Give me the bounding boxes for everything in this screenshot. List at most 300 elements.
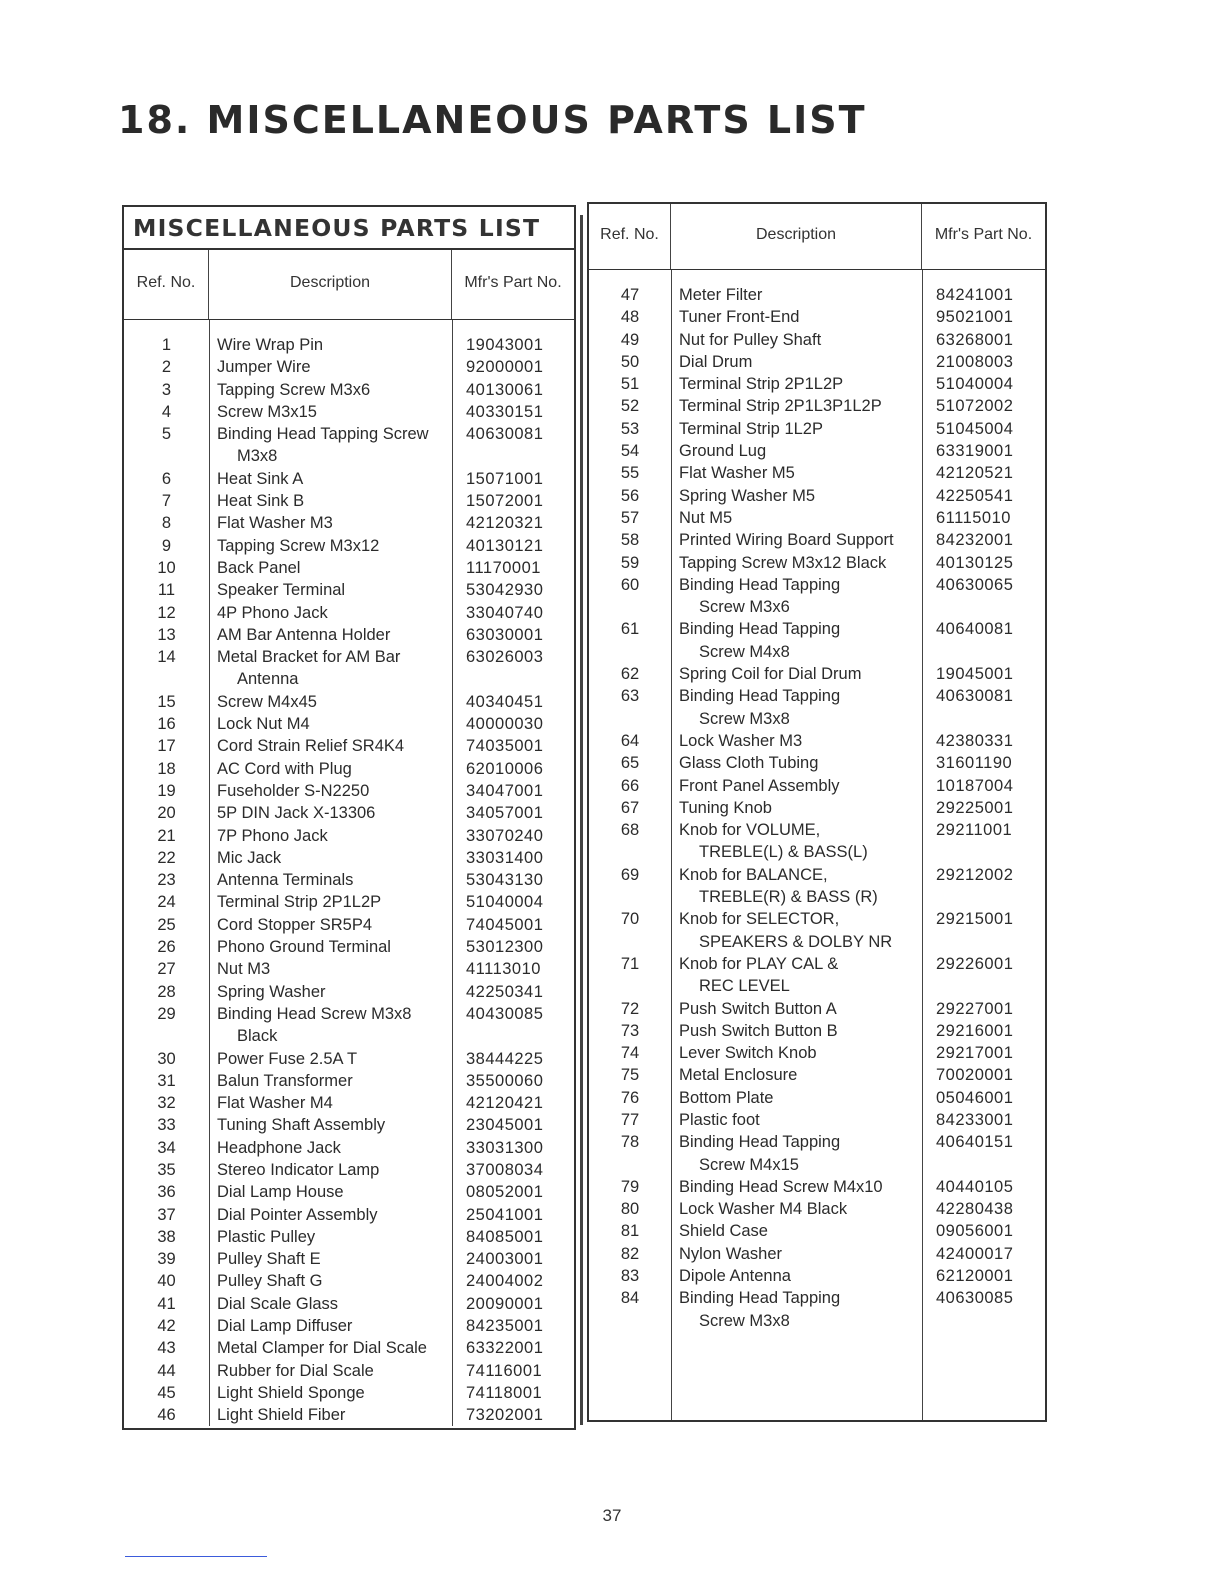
part-description: [671, 329, 922, 351]
ref-number: 77: [620, 1110, 640, 1129]
part-description: [209, 825, 452, 847]
parts-table-left: [122, 205, 576, 1430]
part-number: 95021001: [936, 308, 1014, 327]
part-description: [209, 914, 452, 936]
ref-number: 15: [157, 692, 176, 711]
part-number: 29226001: [936, 954, 1014, 973]
part-description: [209, 713, 452, 735]
ref-number: 8: [161, 514, 172, 533]
part-number: 41113010: [466, 960, 541, 979]
table-row: [124, 847, 574, 869]
description-continuation: Screw M3x6: [699, 598, 790, 617]
ref-number: 51: [620, 375, 640, 394]
part-description: [671, 819, 922, 864]
description-line: Dial Pointer Assembly: [217, 1205, 378, 1224]
table-row: [124, 1337, 574, 1359]
table-row: [589, 574, 1045, 619]
part-number: 74118001: [466, 1383, 543, 1402]
table-row: [589, 864, 1045, 909]
description-line: Pulley Shaft E: [217, 1250, 321, 1269]
part-description: [209, 1137, 452, 1159]
ref-number: 52: [620, 397, 640, 416]
ref-number: 27: [157, 960, 176, 979]
part-description: [209, 1204, 452, 1226]
description-line: Heat Sink A: [217, 469, 304, 488]
ref-number: 50: [620, 352, 640, 371]
description-line: Tuner Front-End: [679, 308, 800, 327]
ref-number: 66: [620, 776, 640, 795]
description-continuation: SPEAKERS & DOLBY NR: [699, 932, 893, 951]
table-row: [124, 401, 574, 423]
ref-number: 58: [620, 531, 640, 550]
part-number: 09056001: [936, 1222, 1014, 1241]
part-number: 15072001: [466, 492, 544, 511]
description-line: Tuning Knob: [679, 798, 772, 817]
ref-number: 37: [157, 1205, 176, 1224]
description-line: Nut for Pulley Shaft: [679, 330, 822, 349]
description-line: Dipole Antenna: [679, 1267, 791, 1286]
ref-number: 62: [620, 665, 640, 684]
description-line: Tuning Shaft Assembly: [217, 1116, 386, 1135]
table-row: [124, 1070, 574, 1092]
description-line: Binding Head Screw M3x8: [217, 1004, 412, 1023]
part-number: 15071001: [466, 469, 544, 488]
ref-number: 10: [157, 558, 176, 577]
part-number: 33031300: [466, 1138, 544, 1157]
description-continuation: TREBLE(R) & BASS (R): [699, 888, 878, 907]
part-description: [671, 395, 922, 417]
part-description: [209, 735, 452, 757]
part-number: 33031400: [466, 848, 544, 867]
part-description: [209, 1248, 452, 1270]
ref-number: 71: [620, 954, 640, 973]
ref-number: 2: [161, 358, 172, 377]
ref-number: 61: [620, 620, 640, 639]
table-row: [124, 1092, 574, 1114]
part-description: [671, 574, 922, 619]
description-line: Jumper Wire: [217, 358, 311, 377]
rows-right: [589, 284, 1045, 1332]
part-number: 53043130: [466, 871, 544, 890]
header-part-no: Mfr's Part No.: [464, 274, 562, 291]
part-number: 34047001: [466, 781, 544, 800]
part-number: 31601190: [936, 754, 1013, 773]
description-line: Binding Head Tapping: [679, 575, 841, 594]
part-description: [209, 490, 452, 512]
part-description: [209, 1114, 452, 1136]
table-row: [124, 535, 574, 557]
description-line: Spring Washer M5: [679, 486, 816, 505]
part-number: 40000030: [466, 715, 544, 734]
table-row: [589, 529, 1045, 551]
table-row: [124, 713, 574, 735]
table-row: [589, 1064, 1045, 1086]
description-line: 7P Phono Jack: [217, 826, 328, 845]
part-number: 42250541: [936, 486, 1014, 505]
table-row: [124, 356, 574, 378]
part-number: 42380331: [936, 731, 1014, 750]
table-row: [124, 512, 574, 534]
part-description: [209, 1092, 452, 1114]
description-line: Light Shield Fiber: [217, 1406, 346, 1425]
part-number: 05046001: [936, 1088, 1014, 1107]
part-number: 35500060: [466, 1071, 544, 1090]
table-row: [124, 1114, 574, 1136]
part-description: [209, 579, 452, 601]
description-line: AM Bar Antenna Holder: [217, 625, 391, 644]
ref-number: 73: [620, 1021, 640, 1040]
part-number: 84233001: [936, 1110, 1014, 1129]
table-row: [589, 663, 1045, 685]
table-row: [124, 1270, 574, 1292]
ref-number: 39: [157, 1250, 176, 1269]
part-description: [209, 802, 452, 824]
description-line: Dial Lamp Diffuser: [217, 1317, 353, 1336]
part-description: [209, 1070, 452, 1092]
part-number: 74035001: [466, 737, 544, 756]
description-line: Tapping Screw M3x12: [217, 536, 380, 555]
part-description: [671, 306, 922, 328]
ref-number: 21: [157, 826, 176, 845]
description-line: Cord Stopper SR5P4: [217, 915, 373, 934]
part-description: [209, 869, 452, 891]
part-description: [671, 440, 922, 462]
part-description: [209, 1315, 452, 1337]
description-line: Mic Jack: [217, 848, 282, 867]
part-number: 42120321: [466, 514, 544, 533]
part-description: [671, 1042, 922, 1064]
ref-number: 63: [620, 687, 640, 706]
description-line: 4P Phono Jack: [217, 603, 328, 622]
part-description: [671, 685, 922, 730]
description-line: Binding Head Tapping: [679, 1133, 841, 1152]
column-header-row: [124, 250, 574, 320]
ref-number: 79: [620, 1177, 640, 1196]
ref-number: 48: [620, 308, 640, 327]
table-body: [124, 320, 574, 1426]
table-body: [589, 270, 1045, 1420]
ref-number: 40: [157, 1272, 176, 1291]
part-number: 25041001: [466, 1205, 544, 1224]
description-line: Spring Coil for Dial Drum: [679, 665, 862, 684]
table-row: [589, 618, 1045, 663]
description-continuation: Screw M4x15: [699, 1155, 799, 1174]
part-number: 29225001: [936, 798, 1014, 817]
ref-number: 42: [157, 1317, 176, 1336]
part-number: 19043001: [466, 336, 544, 354]
table-row: [124, 1360, 574, 1382]
part-number: 33040740: [466, 603, 544, 622]
part-description: [671, 1064, 922, 1086]
description-line: Meter Filter: [679, 286, 763, 304]
table-row: [124, 1204, 574, 1226]
description-continuation: Screw M4x8: [699, 642, 790, 661]
part-description: [209, 936, 452, 958]
table-row: [124, 1382, 574, 1404]
table-row: [124, 1181, 574, 1203]
part-number: 11170001: [466, 558, 541, 577]
ref-number: 18: [157, 759, 176, 778]
description-continuation: M3x8: [237, 447, 278, 466]
ref-number: 70: [620, 910, 640, 929]
part-description: [209, 379, 452, 401]
description-line: Wire Wrap Pin: [217, 336, 324, 354]
part-number: 51072002: [936, 397, 1014, 416]
part-description: [209, 356, 452, 378]
ref-number: 11: [157, 581, 176, 600]
part-number: 29227001: [936, 999, 1014, 1018]
part-description: [671, 1243, 922, 1265]
description-line: Headphone Jack: [217, 1138, 341, 1157]
parts-table-right: [587, 202, 1047, 1422]
ref-number: 75: [620, 1066, 640, 1085]
description-line: Dial Drum: [679, 352, 753, 371]
part-description: [209, 1159, 452, 1181]
ref-number: 43: [157, 1339, 176, 1358]
table-row: [589, 1220, 1045, 1242]
part-description: [671, 1265, 922, 1287]
part-number: 42250341: [466, 982, 544, 1001]
ref-number: 72: [620, 999, 640, 1018]
description-line: Glass Cloth Tubing: [679, 754, 819, 773]
part-description: [671, 351, 922, 373]
ref-number: 20: [157, 804, 176, 823]
part-number: 10187004: [936, 776, 1014, 795]
part-description: [209, 958, 452, 980]
part-description: [671, 373, 922, 395]
part-description: [671, 529, 922, 551]
ref-number: 53: [620, 419, 640, 438]
description-line: Knob for PLAY CAL &: [679, 954, 839, 973]
description-line: 5P DIN Jack X-13306: [217, 804, 376, 823]
description-line: Flat Washer M5: [679, 464, 795, 483]
description-line: Push Switch Button A: [679, 999, 837, 1018]
description-line: Lock Washer M4 Black: [679, 1200, 848, 1219]
part-description: [209, 1360, 452, 1382]
description-line: Screw M4x45: [217, 692, 317, 711]
part-number: 38444225: [466, 1049, 544, 1068]
description-line: Terminal Strip 2P1L3P1L2P: [679, 397, 882, 416]
table-row: [124, 735, 574, 757]
ref-number: 68: [620, 821, 640, 840]
description-line: Spring Washer: [217, 982, 326, 1001]
part-description: [209, 401, 452, 423]
part-number: 40440105: [936, 1177, 1014, 1196]
part-description: [671, 618, 922, 663]
ref-number: 67: [620, 798, 640, 817]
ref-number: 33: [157, 1116, 176, 1135]
part-number: 24003001: [466, 1250, 544, 1269]
table-row: [124, 802, 574, 824]
header-ref-no: Ref. No.: [589, 204, 671, 269]
part-number: 08052001: [466, 1183, 544, 1202]
description-continuation: TREBLE(L) & BASS(L): [699, 843, 868, 862]
part-description: [209, 691, 452, 713]
description-continuation: Black: [237, 1027, 278, 1046]
part-number: 29215001: [936, 910, 1014, 929]
part-description: [671, 1087, 922, 1109]
table-row: [589, 306, 1045, 328]
description-line: Metal Bracket for AM Bar: [217, 648, 401, 667]
table-row: [124, 1248, 574, 1270]
part-number: 84235001: [466, 1317, 544, 1336]
description-line: Nut M5: [679, 508, 733, 527]
description-line: Binding Head Tapping Screw: [217, 425, 429, 444]
description-line: Cord Strain Relief SR4K4: [217, 737, 405, 756]
part-description: [671, 797, 922, 819]
part-number: 42120421: [466, 1094, 544, 1113]
table-row: [589, 1176, 1045, 1198]
part-number: 74045001: [466, 915, 544, 934]
part-description: [209, 1226, 452, 1248]
part-number: 23045001: [466, 1116, 544, 1135]
part-number: 34057001: [466, 804, 544, 823]
part-description: [209, 624, 452, 646]
table-row: [124, 869, 574, 891]
part-number: 40630081: [936, 687, 1014, 706]
table-row: [124, 1003, 574, 1048]
description-line: Plastic foot: [679, 1110, 760, 1129]
part-description: [209, 891, 452, 913]
part-number: 92000001: [466, 358, 544, 377]
table-row: [589, 418, 1045, 440]
ref-number: 24: [157, 893, 176, 912]
description-line: Binding Head Screw M4x10: [679, 1177, 883, 1196]
table-row: [124, 646, 574, 691]
description-line: Metal Clamper for Dial Scale: [217, 1339, 427, 1358]
ref-number: 32: [157, 1094, 176, 1113]
table-row: [124, 579, 574, 601]
ref-number: 54: [620, 442, 640, 461]
table-row: [124, 914, 574, 936]
part-number: 40640151: [936, 1133, 1014, 1152]
table-row: [589, 908, 1045, 953]
part-number: 29216001: [936, 1021, 1014, 1040]
table-row: [124, 602, 574, 624]
part-number: 73202001: [466, 1406, 544, 1425]
part-description: [671, 1020, 922, 1042]
ref-number: 29: [157, 1004, 176, 1023]
ref-number: 69: [620, 865, 640, 884]
part-description: [209, 468, 452, 490]
table-row: [124, 958, 574, 980]
table-row: [589, 819, 1045, 864]
ref-number: 82: [620, 1244, 640, 1263]
part-number: 42120521: [936, 464, 1014, 483]
part-description: [209, 423, 452, 468]
part-description: [209, 646, 452, 691]
part-number: 63319001: [936, 442, 1014, 461]
description-line: Printed Wiring Board Support: [679, 531, 894, 550]
ref-number: 80: [620, 1200, 640, 1219]
part-number: 20090001: [466, 1294, 544, 1313]
part-description: [209, 602, 452, 624]
table-row: [124, 1404, 574, 1426]
table-row: [589, 1042, 1045, 1064]
ref-number: 45: [157, 1383, 176, 1402]
part-description: [671, 462, 922, 484]
table-row: [124, 334, 574, 356]
column-header-row: [589, 204, 1045, 270]
description-line: Lever Switch Knob: [679, 1044, 817, 1063]
table-row: [589, 1243, 1045, 1265]
part-number: 51040004: [466, 893, 544, 912]
table-row: [124, 691, 574, 713]
part-description: [671, 998, 922, 1020]
part-description: [209, 981, 452, 1003]
part-description: [209, 847, 452, 869]
table-row: [589, 1287, 1045, 1332]
description-line: Lock Washer M3: [679, 731, 803, 750]
ref-number: 6: [161, 469, 172, 488]
table-row: [589, 284, 1045, 306]
part-description: [671, 507, 922, 529]
part-number: 29212002: [936, 865, 1014, 884]
table-row: [124, 825, 574, 847]
table-row: [589, 552, 1045, 574]
ref-number: 28: [157, 982, 176, 1001]
table-row: [589, 797, 1045, 819]
ref-number: 83: [620, 1267, 640, 1286]
part-number: 40130125: [936, 553, 1014, 572]
ref-number: 59: [620, 553, 640, 572]
header-part-no: Mfr's Part No.: [934, 226, 1033, 243]
description-line: Shield Case: [679, 1222, 768, 1241]
part-description: [671, 730, 922, 752]
description-line: Phono Ground Terminal: [217, 938, 391, 957]
description-line: Knob for SELECTOR,: [679, 910, 840, 929]
ref-number: 46: [157, 1406, 176, 1425]
table-title: MISCELLANEOUS PARTS LIST: [124, 207, 574, 250]
part-description: [671, 908, 922, 953]
ref-number: 41: [157, 1294, 176, 1313]
part-description: [671, 775, 922, 797]
description-line: Ground Lug: [679, 442, 767, 461]
description-continuation: Antenna: [237, 670, 299, 689]
part-number: 42280438: [936, 1200, 1014, 1219]
page-number: 37: [602, 1506, 622, 1525]
part-number: 40340451: [466, 692, 544, 711]
ref-number: 25: [157, 915, 176, 934]
part-number: 74116001: [466, 1361, 543, 1380]
part-description: [209, 780, 452, 802]
table-row: [589, 1198, 1045, 1220]
description-line: Knob for BALANCE,: [679, 865, 828, 884]
table-row: [589, 953, 1045, 998]
description-line: AC Cord with Plug: [217, 759, 352, 778]
part-description: [209, 557, 452, 579]
table-row: [589, 1109, 1045, 1131]
description-line: Tapping Screw M3x6: [217, 380, 371, 399]
ref-number: 47: [620, 286, 640, 304]
part-number: 42400017: [936, 1244, 1014, 1263]
ref-number: 84: [620, 1289, 640, 1308]
description-line: Back Panel: [217, 558, 301, 577]
part-description: [209, 1337, 452, 1359]
table-row: [589, 351, 1045, 373]
ref-number: 34: [157, 1138, 176, 1157]
description-continuation: Screw M3x8: [699, 709, 790, 728]
description-line: Antenna Terminals: [217, 871, 354, 890]
part-description: [671, 752, 922, 774]
part-description: [209, 334, 452, 356]
table-row: [589, 685, 1045, 730]
description-line: Power Fuse 2.5A T: [217, 1049, 358, 1068]
description-line: Tapping Screw M3x12 Black: [679, 553, 887, 572]
ref-number: 19: [157, 781, 176, 800]
description-line: Rubber for Dial Scale: [217, 1361, 374, 1380]
part-number: 40130061: [466, 380, 544, 399]
